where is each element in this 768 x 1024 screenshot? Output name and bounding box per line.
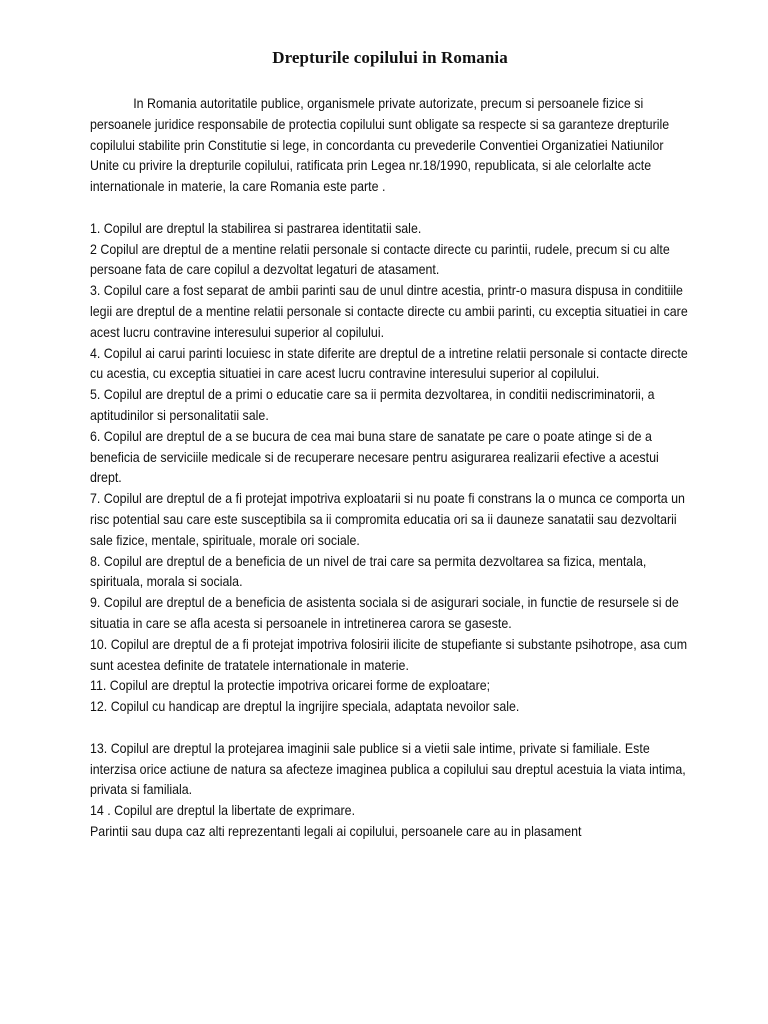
continuation-paragraph: Parintii sau dupa caz alti reprezentanti legali ai copilului, persoanele care au in plasament [90,823,582,839]
list-item-10: 10. Copilul are dreptul de a fi protejat impotriva folosirii ilicite de stupefiante si substante psihotrope, asa cum sunt acestea definite de tratatele internationale in materie. [90,636,688,673]
rights-list-a [90,219,689,718]
list-item-12: 12. Copilul cu handicap are dreptul la ingrijire speciala, adaptata nevoilor sale. [90,699,520,715]
list-item-9: 9. Copilul are dreptul de a beneficia de asistenta sociala si de asigurari sociale, in functie de resursele si de situatia in care se afla acesta si persoanele in intretinerea carora se gaseste. [90,595,679,631]
paragraph-gap [90,718,689,739]
list-item-2: 2 Copilul are dreptul de a mentine relatii personale si contacte directe cu parintii, rudele, precum si cu alte persoane fata de care copilul a dezvoltat legaturi de atasament. [90,241,670,278]
list-item-11: 11. Copilul are dreptul la protectie impotriva oricarei forme de exploatare; [90,678,491,694]
list-item-3: 3. Copilul care a fost separat de ambii parinti sau de unul dintre acestia, printr-o masura dispusa in conditiile legii are dreptul de a mentine relatii personale si contacte directe cu ambii parinti, cu exceptia situatiei in care acest lucru contravine interesului superior al copilului. [90,283,688,340]
list-item-13: 13. Copilul are dreptul la protejarea imaginii sale publice si a vietii sale intime, private si familiale. Este interzisa orice actiune de natura sa afecteze imaginea publica a copilului sau dreptul acestuia la viata intima, privata si familiala. [90,740,686,798]
list-item-1: 1. Copilul are dreptul la stabilirea si pastrarea identitatii sale. [90,220,422,236]
rights-list-b [90,739,689,843]
paragraph-gap [90,198,689,219]
list-item-5: 5. Copilul are dreptul de a primi o educatie care sa ii permita dezvoltarea, in conditii nediscriminatorii, a aptitudinilor si personalitatii sale. [90,387,655,423]
list-item-7: 7. Copilul are dreptul de a fi protejat impotriva exploatarii si nu poate fi constrans la o munca ce comporta un risc potential sau care este susceptibila sa ii compromita educatia ori sa ii dauneze sanatatii sau dezvoltarii sale fizice, mentale, spirituale, morale ori sociale. [90,491,685,548]
list-item-6: 6. Copilul are dreptul de a se bucura de cea mai buna stare de sanatate pe care o poate atinge si de a beneficia de serviciile medicale si de recuperare necesare pentru asigurarea realizarii efective a acestui drept. [90,428,659,486]
document-title: Drepturile copilului in Romania [272,48,508,67]
list-item-14: 14 . Copilul are dreptul la libertate de exprimare. [90,803,356,819]
list-item-8: 8. Copilul are dreptul de a beneficia de un nivel de trai care sa permita dezvoltarea sa fizica, mentala, spirituala, morala si sociala. [90,553,647,590]
document-body [90,94,689,843]
intro-paragraph: In Romania autoritatile publice, organismele private autorizate, precum si persoanele fizice si persoanele juridice responsabile de protectia copilului sunt obligate sa respecte si sa garanteze drepturile copilului stabilite prin Constitutie si lege, in concordanta cu prevederile Conventiei Organizatiei Natiunilor Unite cu privire la drepturile copilului, ratificata prin Legea nr.18/1990, republicata, si ale celorlalte acte internationale in materie, la care Romania este parte . [90,96,670,195]
list-item-4: 4. Copilul ai carui parinti locuiesc in state diferite are dreptul de a intretine relatii personale si contacte directe cu acestia, cu exceptia situatiei in care acest lucru contravine interesului superior al copilului. [90,345,688,382]
